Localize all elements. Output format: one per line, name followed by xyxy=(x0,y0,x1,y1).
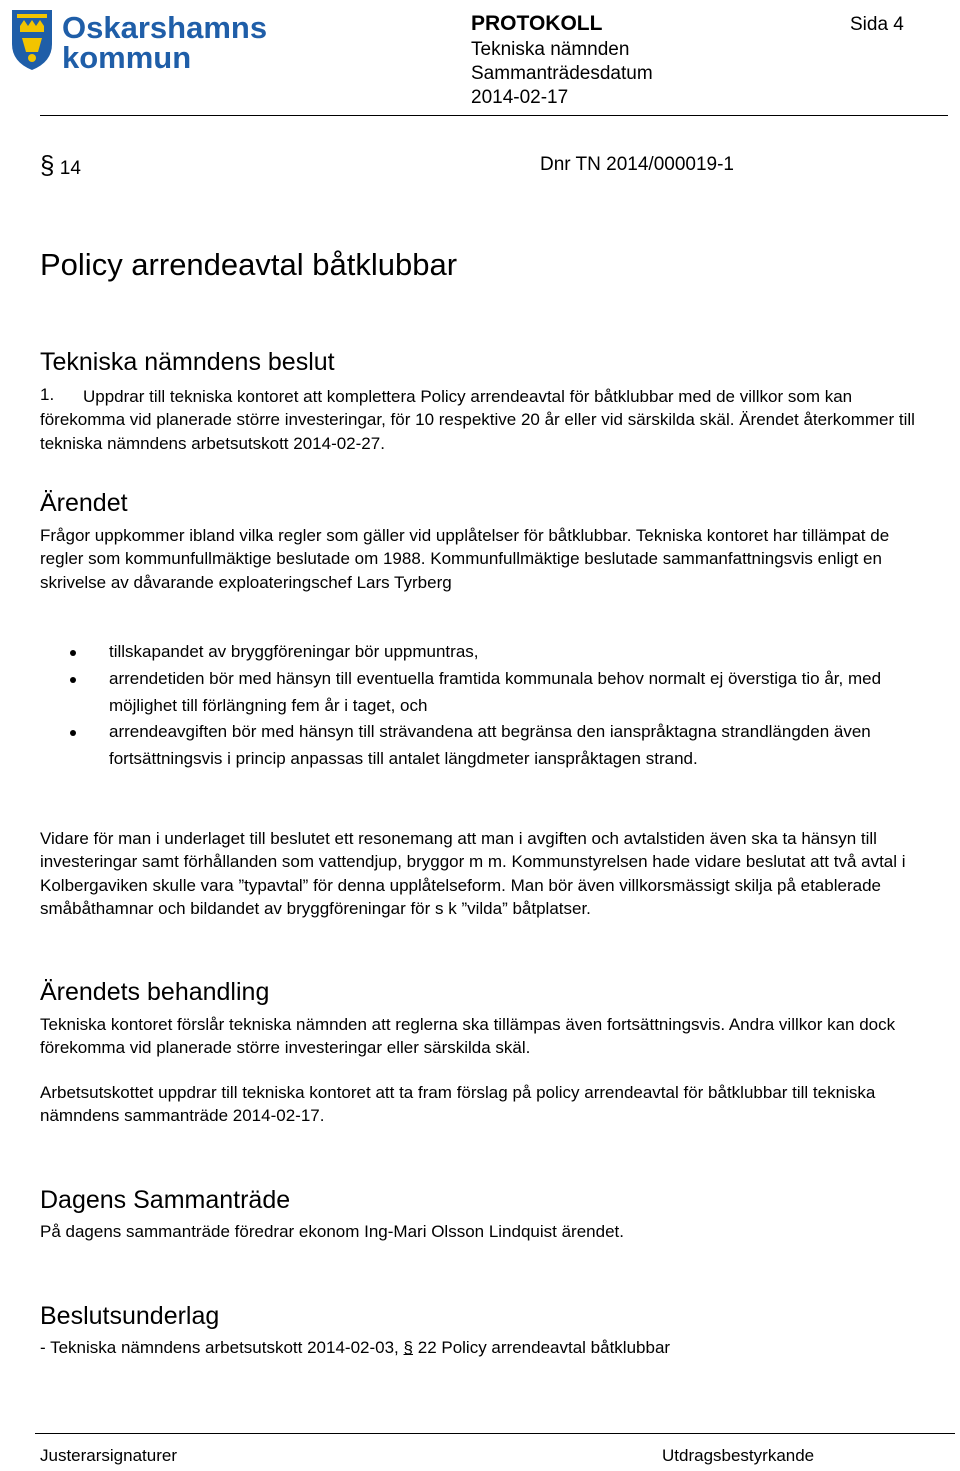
logo-line1: Oskarshamns xyxy=(62,10,268,45)
footer-right: Utdragsbestyrkande xyxy=(662,1446,815,1465)
underlag-item xyxy=(40,1336,940,1359)
bullet-icon xyxy=(70,650,76,656)
case-number xyxy=(40,150,81,181)
behandling-para1: Tekniska kontoret förslår tekniska nämnden att reglerna ska tillämpas även fortsättningsvis. Andra villkor kan dock förekomma vid planerade större investeringar eller särskilda skäl. xyxy=(40,1015,896,1058)
behandling-para2: Arbetsutskottet uppdrar till tekniska kontoret att ta fram förslag på policy arrendeavtal för båtklubbar till tekniska nämndens sammanträde 2014-02-17. xyxy=(40,1083,876,1126)
logo-line2: kommun xyxy=(62,40,192,74)
arendet-closing: Vidare för man i underlaget till beslutet ett resonemang att man i avgiften och avtalstiden även ska ta hänsyn till investeringar samt förhållanden som vattendjup, bryggor m m. Kommunstyrelsen hade vidare beslutat att två avtal i Kolbergaviken skulle vara ”typavtal” för denna upplåtelseform. Man bör även villkorsmässigt skilja på etablerade småbåthamnar och bildandet av bryggföreningar för s k ”vilda” båtplatser. xyxy=(40,829,906,918)
page-title: Policy arrendeavtal båtklubbar xyxy=(40,247,458,282)
footer-left: Justerarsignaturer xyxy=(40,1446,178,1465)
header-divider xyxy=(40,115,948,116)
page-number: Sida 4 xyxy=(850,14,904,35)
behandling-heading: Ärendets behandling xyxy=(40,978,270,1006)
case-number-value: 14 xyxy=(59,158,81,179)
underlag-item-text: 22 Policy arrendeavtal båtklubbar xyxy=(417,1338,671,1357)
meeting-date-label: Sammanträdesdatum xyxy=(471,63,653,84)
document-type: PROTOKOLL xyxy=(471,12,603,35)
bullet-icon xyxy=(70,730,76,736)
meeting-date: 2014-02-17 xyxy=(471,87,569,108)
committee-name: Tekniska nämnden xyxy=(471,39,630,60)
paragraph-sign: § xyxy=(40,150,55,180)
underlag-heading: Beslutsunderlag xyxy=(40,1302,220,1330)
list-item: tillskapandet av bryggföreningar bör uppmuntras, xyxy=(109,642,479,661)
dagens-text: På dagens sammanträde föredrar ekonom Ing-Mari Olsson Lindquist ärendet. xyxy=(40,1222,624,1241)
decision-item-number: 1. xyxy=(40,385,55,404)
decision-item-text: Uppdrar till tekniska kontoret att komplettera Policy arrendeavtal för båtklubbar med de villkor som kan förekomma vid planerade större investeringar, för 10 respektive 20 år eller vid särskilda skäl. Ärendet återkommer till tekniska nämndens arbetsutskott 2014-02-27. xyxy=(40,387,915,453)
diary-number: Dnr TN 2014/000019-1 xyxy=(540,154,734,175)
coat-of-arms-icon xyxy=(8,4,268,74)
paragraph-sign: § xyxy=(403,1338,413,1357)
arendet-heading: Ärendet xyxy=(40,489,128,517)
underlag-prefix: - Tekniska nämndens arbetsutskott 2014-02-03, xyxy=(40,1338,399,1357)
bullet-icon xyxy=(70,677,76,683)
decision-heading: Tekniska nämndens beslut xyxy=(40,348,335,376)
list-item: arrendeavgiften bör med hänsyn till strävandena att begränsa den ianspråktagna strandlängden även fortsättningsvis i princip anpassas till antalet längdmeter ianspråktagen strand. xyxy=(109,722,871,768)
dagens-heading: Dagens Sammanträde xyxy=(40,1186,291,1214)
arendet-intro: Frågor uppkommer ibland vilka regler som gäller vid upplåtelser för båtklubbar. Tekniska kontoret har tillämpat de regler som kommunfullmäktige beslutade om 1988. Kommunfullmäktige beslutade sammanfattningsvis enligt en skrivelse av dåvarande exploateringschef Lars Tyrberg xyxy=(40,526,890,592)
municipality-logo xyxy=(8,4,268,74)
list-item: arrendetiden bör med hänsyn till eventuella framtida kommunala behov normalt ej överstiga tio år, med möjlighet till förlängning fem år i taget, och xyxy=(109,669,882,715)
footer-divider xyxy=(35,1433,955,1434)
